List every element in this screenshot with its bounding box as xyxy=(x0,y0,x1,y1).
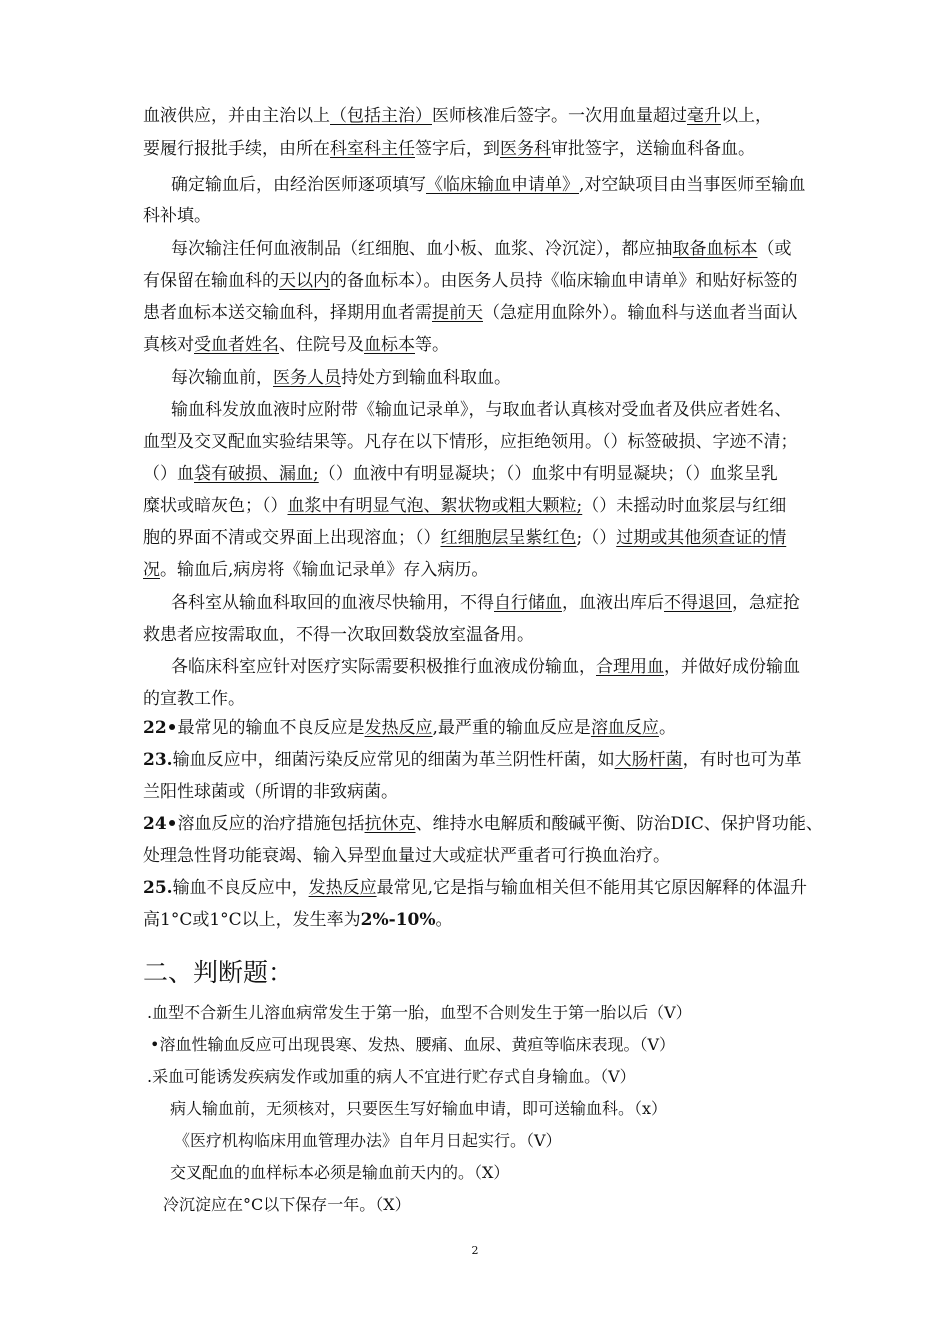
text-run: 的备血标本）。由医务人员持《临床输血申请单》和贴好标签的 xyxy=(330,271,798,291)
text-line xyxy=(143,138,755,160)
text-run: ，并做好成份输血 xyxy=(664,657,800,677)
text-run: 最常见的输血不良反应是 xyxy=(177,718,365,738)
underlined-term: 红细胞层呈紫红色 xyxy=(440,528,577,548)
judgement-item: •溶血性输血反应可出现畏寒、发热、腰痛、血尿、黄疸等临床表现。（V） xyxy=(150,1035,675,1054)
text-run: 最常见,它是指与输血相关但不能用其它原因解释的体温升 xyxy=(376,878,807,898)
page-number: 2 xyxy=(471,1244,479,1257)
text-run: 。 xyxy=(658,718,676,738)
text-run: 真核对 xyxy=(143,335,194,355)
text-run: 医师核准后签字。一次用血量超过 xyxy=(432,106,687,126)
text-run: 处理急性肾功能衰竭、输入异型血量过大或症状严重者可行换血治疗。 xyxy=(143,846,670,866)
underlined-term: 大肠杆菌 xyxy=(614,750,683,770)
text-line xyxy=(171,367,511,389)
text-run: 兰阳性球菌或（所谓的非致病菌。 xyxy=(143,782,398,802)
judgement-item: 病人输血前，无须核对，只要医生写好输血申请，即可送输血科。（x） xyxy=(170,1099,668,1118)
section-heading: 二、判断题： xyxy=(143,958,294,987)
underlined-term: 抗休克 xyxy=(364,814,416,834)
text-line xyxy=(143,717,676,739)
text-run: 等。 xyxy=(415,335,449,355)
text-line xyxy=(143,749,802,771)
underlined-term: 血标本 xyxy=(364,335,415,355)
text-line xyxy=(143,495,786,517)
text-run: 高1°C或1°C以上，发生率为 xyxy=(143,910,361,930)
text-line xyxy=(171,592,800,614)
text-line xyxy=(171,399,792,421)
text-line xyxy=(143,205,211,227)
item-number: 25. xyxy=(143,878,173,898)
text-run: ;（） xyxy=(576,528,617,548)
judgement-item: 冷沉淀应在°C以下保存一年。（X） xyxy=(163,1195,411,1214)
text-run: ，急症抢 xyxy=(732,593,800,613)
underlined-term: 溶血反应 xyxy=(590,718,659,738)
underlined-term: （包括主治） xyxy=(330,106,432,126)
text-line xyxy=(143,813,823,835)
underlined-term: 医务人员 xyxy=(273,368,341,388)
underlined-term: 提前天 xyxy=(432,303,483,323)
text-line xyxy=(143,624,534,646)
underlined-term: 医务科 xyxy=(500,139,551,159)
text-run: 患者血标本送交输血科，择期用血者需 xyxy=(143,303,432,323)
text-run: 签字后，到 xyxy=(415,139,500,159)
text-run: ，血液出库后 xyxy=(562,593,664,613)
text-line xyxy=(143,302,798,324)
judgement-item: .血型不合新生儿溶血病常发生于第一胎，血型不合则发生于第一胎以后（V） xyxy=(147,1003,692,1022)
text-run: ,最严重的输血反应是 xyxy=(432,718,591,738)
item-number: 23. xyxy=(143,750,173,770)
text-run: （急症用血除外）。输血科与送血者当面认 xyxy=(483,303,798,323)
text-line xyxy=(143,909,453,931)
underlined-term: 袋有破损、漏血; xyxy=(194,464,319,484)
text-run: 各科室从输血科取回的血液尽快输用，不得 xyxy=(171,593,494,613)
text-run: 科补填。 xyxy=(143,206,211,226)
underlined-term: 发热反应 xyxy=(364,718,433,738)
text-line xyxy=(143,105,772,127)
underlined-term: 过期或其他须查证的情 xyxy=(616,528,787,548)
text-run: 每次输注任何血液制品（红细胞、血小板、血浆、冷沉淀），都应抽 xyxy=(171,239,673,259)
text-run: （或 xyxy=(757,239,792,259)
text-run: 审批签字，送输血科备血。 xyxy=(551,139,755,159)
text-line xyxy=(143,845,670,867)
item-number: 2%-10% xyxy=(360,910,436,930)
text-run: 要履行报批手续，由所在 xyxy=(143,139,330,159)
text-run: 、住院号及 xyxy=(279,335,364,355)
text-run: 确定输血后，由经治医师逐项填写 xyxy=(171,175,426,195)
text-run: 各临床科室应针对医疗实际需要积极推行血液成份输血， xyxy=(171,657,596,677)
text-run: 血型及交叉配血实验结果等。凡存在以下情形，应拒绝领用。（）标签破损、字迹不清； xyxy=(143,432,798,452)
text-line xyxy=(143,334,449,356)
text-run: （）未摇动时血浆层与红细 xyxy=(582,496,787,516)
text-line xyxy=(143,781,398,803)
judgement-item: 《医疗机构临床用血管理办法》自年月日起实行。（V） xyxy=(174,1131,562,1150)
text-run: 溶血反应的治疗措施包括 xyxy=(177,814,365,834)
underlined-term: 《临床输血申请单》 xyxy=(426,175,579,195)
text-run: （）血液中有明显凝块；（）血浆中有明显凝块；（）血浆呈乳 xyxy=(318,464,778,484)
underlined-term: 自行储血 xyxy=(494,593,562,613)
text-run: ，有时也可为革 xyxy=(682,750,802,770)
underlined-term: 取备血标本 xyxy=(672,239,758,259)
judgement-item: 交叉配血的血样标本必须是输血前天内的。（X） xyxy=(170,1163,510,1182)
text-run: ,对空缺项目由当事医师至输血 xyxy=(579,175,806,195)
text-run: 每次输血前， xyxy=(171,368,273,388)
text-run: 输血反应中，细菌污染反应常见的细菌为革兰阴性杆菌，如 xyxy=(172,750,615,770)
underlined-term: 天以内 xyxy=(279,271,330,291)
text-run: 救患者应按需取血，不得一次取回数袋放室温备用。 xyxy=(143,625,534,645)
underlined-term: 毫升 xyxy=(687,106,721,126)
text-line xyxy=(171,238,792,260)
item-number: 22• xyxy=(143,718,178,738)
judgement-item: .采血可能诱发疾病发作或加重的病人不宜进行贮存式自身输血。（V） xyxy=(147,1067,636,1086)
text-line xyxy=(171,174,805,196)
underlined-term: 受血者姓名 xyxy=(194,335,279,355)
text-line xyxy=(143,527,786,549)
text-line xyxy=(143,559,488,581)
underlined-term: 不得退回 xyxy=(664,593,732,613)
text-run: 输血科发放血液时应附带《输血记录单》，与取血者认真核对受血者及供应者姓名、 xyxy=(171,400,792,420)
item-number: 24• xyxy=(143,814,178,834)
text-run: 有保留在输血科的 xyxy=(143,271,279,291)
underlined-term: 血浆中有明显气泡、絮状物或粗大颗粒; xyxy=(287,496,583,516)
text-run: 胞的界面不清或交界面上出现溶血；（） xyxy=(143,528,441,548)
text-line xyxy=(143,270,798,292)
text-run: 的宣教工作。 xyxy=(143,689,245,709)
underlined-term: 发热反应 xyxy=(308,878,377,898)
text-line xyxy=(143,463,778,485)
text-run: 糜状或暗灰色；（） xyxy=(143,496,288,516)
text-run: 、维持水电解质和酸碱平衡、防治DIC、保护肾功能、 xyxy=(415,814,823,834)
text-line xyxy=(171,656,800,678)
text-run: 持处方到输血科取血。 xyxy=(341,368,511,388)
text-line xyxy=(143,431,798,453)
text-run: 以上， xyxy=(721,106,772,126)
text-run: 输血不良反应中， xyxy=(172,878,309,898)
underlined-term: 科室科主任 xyxy=(330,139,415,159)
text-run: （）血 xyxy=(143,464,194,484)
underlined-term: 况 xyxy=(143,560,160,580)
underlined-term: 合理用血 xyxy=(596,657,664,677)
text-line xyxy=(143,688,245,710)
text-line xyxy=(143,877,807,899)
text-run: 。 xyxy=(435,910,453,930)
text-run: 。输血后,病房将《输血记录单》存入病历。 xyxy=(160,560,489,580)
text-run: 血液供应，并由主治以上 xyxy=(143,106,330,126)
